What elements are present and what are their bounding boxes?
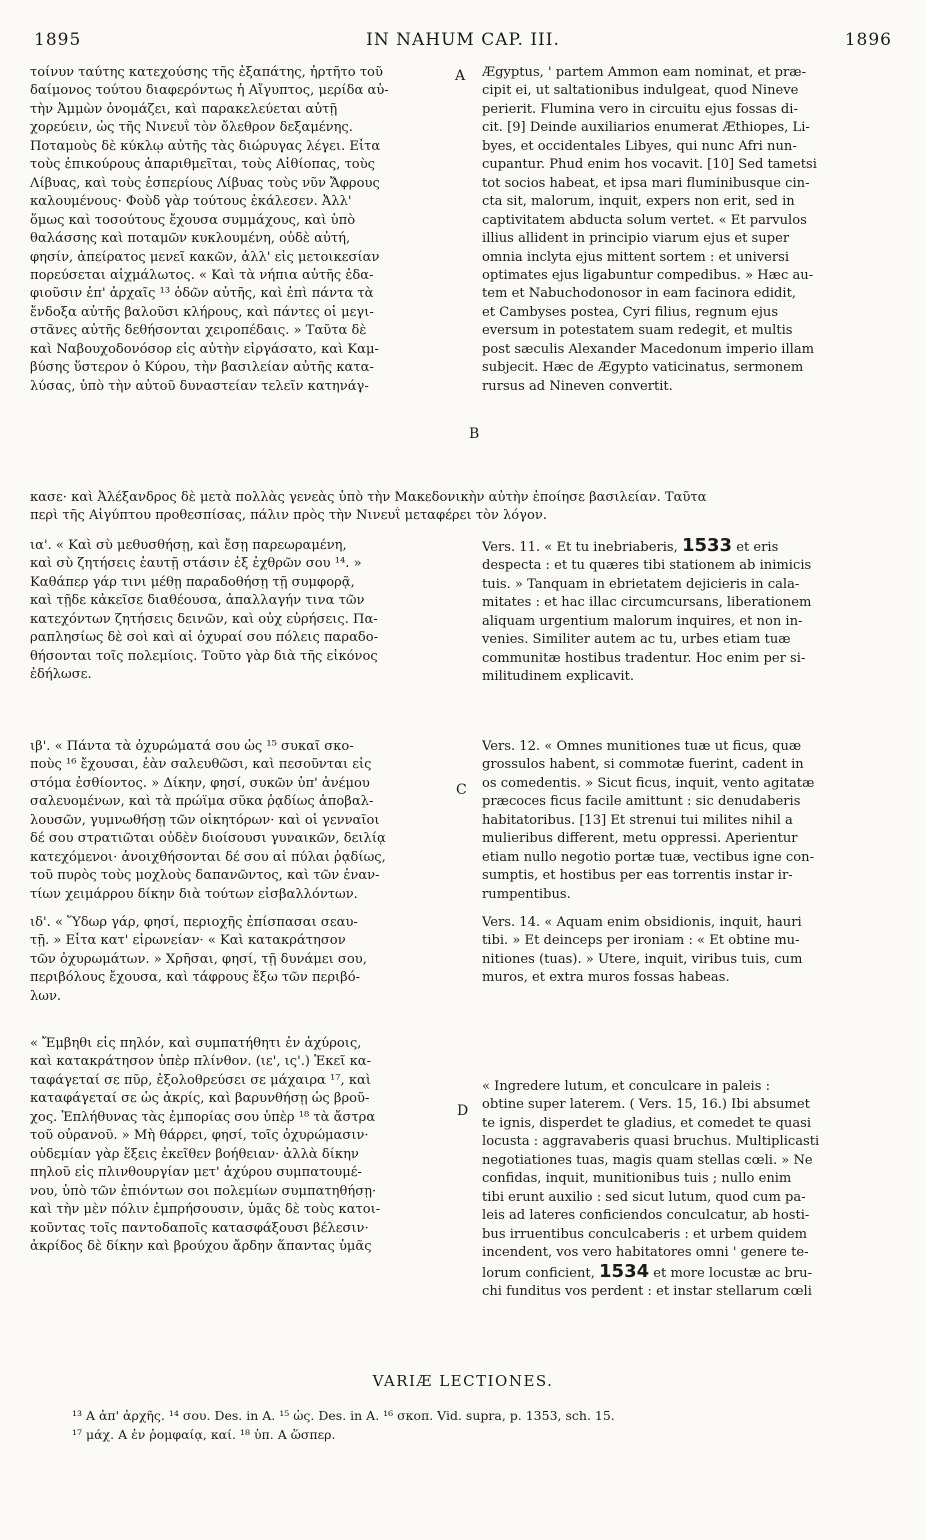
greek-text-line: καὶ κατακράτησον ὑπὲρ πλίνθον. (ιε', ις'.) Ἐκεῖ κα- <box>30 1054 372 1070</box>
section-marker-d: D <box>457 1103 469 1119</box>
greek-text-line: οὐδεμίαν γὰρ ἕξεις ἐκεῖθεν βοήθειαν· ἀλλὰ δίκην <box>30 1146 359 1162</box>
page-number-right: 1896 <box>844 30 892 50</box>
latin-text-line: despecta : et tu quæres tibi stationem ab inimicis <box>482 558 812 574</box>
greek-text-line: ιδ'. « Ὕδωρ γάρ, φησί, περιοχῆς ἐπίσπασαι σεαυ- <box>30 915 358 930</box>
latin-text-line: aliquam urgentium malorum inquires, et non in- <box>482 613 803 629</box>
full-width-lines <box>30 489 896 526</box>
latin-text-line: cit. [9] Deinde auxiliarios enumerat Æthiopes, Li- <box>482 120 810 136</box>
greek-text-line: βύσης ὕστερον ὁ Κύρου, τὴν βασιλείαν αὐτῆς κατα- <box>30 360 374 376</box>
latin-text-line: confidas, inquit, munitionibus tuis ; nullo enim <box>482 1171 792 1187</box>
greek-text-line: Καθάπερ γάρ τινι μέθῃ παραδοθήσῃ τῇ συμφορᾷ, <box>30 574 355 590</box>
greek-column-section-3 <box>30 738 460 904</box>
greek-text-line: καταφάγεταί σε ὡς ἀκρίς, καὶ βαρυνθήσῃ ὡς βροῦ- <box>30 1091 370 1107</box>
greek-text-line: τῶν ὀχυρωμάτων. » Χρῆσαι, φησί, τῇ δυνάμει σου, <box>30 951 367 967</box>
latin-text-line: nitiones (tuas). » Utere, inquit, viribus tuis, cum <box>482 951 803 967</box>
latin-text-line: cipit ei, ut saltationibus indulgeat, quod Nineve <box>482 83 799 99</box>
greek-text-line: δέ σου στρατιῶται οὐδὲν διοίσουσι γυναικῶν, δειλίᾳ <box>30 831 386 847</box>
greek-text-line: λων. <box>30 988 62 1004</box>
latin-text-line: Vers. 14. « Aquam enim obsidionis, inquit, hauri <box>482 915 802 930</box>
greek-text-line: φησίν, ἀπείρατος μενεῖ κακῶν, ἀλλ' εἰς μετοικεσίαν <box>30 249 380 265</box>
latin-text-line: incendent, vos vero habitatores omni ' genere te- <box>482 1245 809 1261</box>
greek-text-line: τοίνυν ταύτης κατεχούσης τῆς ἐξαπάτης, ἠρτῆτο τοῦ <box>30 65 383 80</box>
latin-text-line: habitatoribus. [13] Et strenui tui milites nihil a <box>482 812 793 828</box>
greek-text-line: φιοῦσιν ἐπ' ἀρχαῖς ¹³ ὁδῶν αὐτῆς, καὶ ἐπὶ πάντα τὰ <box>30 286 374 302</box>
latin-text-line: tibi erunt auxilio : sed sicut lutum, quod cum pa- <box>482 1189 806 1205</box>
greek-text-line: Ποταμοὺς δὲ κύκλῳ αὐτῆς τὰς διώρυγας λέγει. Εἶτα <box>30 138 381 154</box>
greek-text-line: ια'. « Καὶ σὺ μεθυσθήσῃ, καὶ ἔσῃ παρεωραμένη, <box>30 538 347 553</box>
greek-text-line: τίων χειμάρρου δίκην διὰ τούτων εἰσβαλλόντων. <box>30 886 358 902</box>
latin-text-line: Vers. 12. « Omnes munitiones tuæ ut ficus, quæ <box>482 739 802 754</box>
latin-text-line: mulieribus different, metu oppressi. Aperientur <box>482 831 798 847</box>
variant-reading-line: ¹³ A ἀπ' ἀρχῆς. ¹⁴ σου. Des. in A. ¹⁵ ὡς. Des. in A. ¹⁶ σκοπ. Vid. supra, p. 1353, sch. 15. <box>72 1408 615 1423</box>
latin-text-line: grossulos habent, si commotæ fuerint, cadent in <box>482 757 804 773</box>
greek-text-line: τοῦ οὐρανοῦ. » Μὴ θάρρει, φησί, τοῖς ὀχυρώμασιν· <box>30 1128 369 1144</box>
greek-text-line: κατεχόντων ζητήσεις δεινῶν, καὶ οὐχ εὑρήσεις. Πα- <box>30 611 378 627</box>
greek-text-line: « Ἔμβηθι εἰς πηλόν, καὶ συμπατήθητι ἐν ἀχύροις, <box>30 1036 362 1051</box>
latin-text-line: chi funditus vos perdent : et instar stellarum cœli <box>482 1283 812 1299</box>
latin-text-line: captivitatem abducta solum vertet. « Et parvulos <box>482 212 807 228</box>
greek-text-line: τοῦ πυρὸς τοὺς μοχλοὺς δαπανῶντος, καὶ τῶν ἐναν- <box>30 868 380 884</box>
latin-text-line: militudinem explicavit. <box>482 669 635 685</box>
latin-text-line: negotiationes tuas, magis quam stellas cœli. » Ne <box>482 1152 813 1168</box>
latin-text-line: præcoces ficus facile amittunt : sic denudaberis <box>482 794 801 810</box>
latin-text-line: muros, et extra muros fossas habeas. <box>482 970 730 986</box>
latin-text-line: byes, et occidentales Libyes, qui nunc Afri nun- <box>482 138 797 154</box>
latin-text-line: lorum conficient, 1534 et more locustæ ac bru- <box>482 1262 813 1282</box>
page-number-left: 1895 <box>34 30 82 50</box>
greek-text-line: πηλοῦ εἰς πλινθουργίαν μετ' ἀχύρου συμπατουμέ- <box>30 1165 362 1181</box>
greek-text-line: θήσονται τοῖς πολεμίοις. Τοῦτο γὰρ διὰ τῆς εἰκόνος <box>30 648 378 664</box>
full-width-text-line: κασε· καὶ Ἀλέξανδρος δὲ μετὰ πολλὰς γενεὰς ὑπὸ τὴν Μακεδονικὴν αὐτὴν ἐποίησε βασιλείαν. Ταῦτα <box>30 490 707 505</box>
latin-column-section-3 <box>482 738 896 904</box>
latin-text-line: etiam nullo negotio portæ tuæ, vectibus igne con- <box>482 849 815 865</box>
greek-text-line: καὶ σὺ ζητήσεις ἑαυτῇ στάσιν ἐξ ἐχθρῶν σου ¹⁴. » <box>30 556 362 572</box>
latin-text-line: omnia inclyta ejus mittent sortem : et universi <box>482 249 790 265</box>
latin-column-section-1 <box>482 64 896 396</box>
latin-text-line: te ignis, disperdet te gladius, et comedet te quasi <box>482 1115 812 1131</box>
greek-text-line: θαλάσσης καὶ ποταμῶν κυκλουμένη, οὐδὲ αὐτή, <box>30 231 351 247</box>
greek-text-line: στόμα ἐσθίοντος. » Δίκην, φησί, συκῶν ὑπ' ἀνέμου <box>30 775 370 791</box>
latin-text-line: Vers. 11. « Et tu inebriaberis, 1533 et eris <box>482 537 779 556</box>
column-number: 1534 <box>599 1262 650 1282</box>
greek-text-line: καὶ τὴν μὲν πόλιν ἐμπρήσουσιν, ὑμᾶς δὲ τοὺς κατοι- <box>30 1202 381 1218</box>
latin-text-line: Ægyptus, ' partem Ammon eam nominat, et præ- <box>482 65 806 80</box>
latin-text-line: tibi. » Et deinceps per ironiam : « Et obtine mu- <box>482 933 800 949</box>
latin-text-line: leis ad lateres conficiendos conculcatur, ab hosti- <box>482 1208 810 1224</box>
greek-text-line: χορεύειν, ὡς τῆς Νινευῒ τὸν ὄλεθρον δεξαμένης. <box>30 120 353 136</box>
latin-text-line: optimates ejus ligabuntur compedibus. » Hæc au- <box>482 267 814 283</box>
greek-text-line: ποὺς ¹⁶ ἔχουσαι, ἐὰν σαλευθῶσι, καὶ πεσοῦνται εἰς <box>30 757 372 773</box>
greek-text-line: περιβόλους ἔχουσα, καὶ τάφρους ἔξω τῶν περιβό- <box>30 970 361 986</box>
greek-text-line: Λίβυας, καὶ τοὺς ἑσπερίους Λίβυας τοὺς νῦν Ἄφρους <box>30 175 380 191</box>
variae-lectiones-title: VARIÆ LECTIONES. <box>372 1372 554 1390</box>
greek-text-line: χος. Ἐπλήθυνας τὰς ἐμπορίας σου ὑπὲρ ¹⁸ τὰ ἄστρα <box>30 1109 376 1125</box>
greek-text-line: καὶ Ναβουχοδονόσορ εἰς αὐτὴν εἰργάσατο, καὶ Καμ- <box>30 341 379 357</box>
latin-text-line: tem et Nabuchodonosor in eam facinora edidit, <box>482 286 797 302</box>
latin-text-line: os comedentis. » Sicut ficus, inquit, vento agitatæ <box>482 775 815 791</box>
latin-text-line: illius allident in principio viarum ejus et super <box>482 231 790 247</box>
latin-text-line: rursus ad Nineven convertit. <box>482 378 673 394</box>
latin-text-line: subjecit. Hæc de Ægypto vaticinatus, sermonem <box>482 360 804 376</box>
greek-text-line: κατεχόμενοι· ἀνοιχθήσονται δέ σου αἱ πύλαι ῥᾳδίως, <box>30 849 386 865</box>
section-marker-a: A <box>455 68 466 84</box>
latin-text-line: et Cambyses postea, Cyri filius, regnum ejus <box>482 304 779 320</box>
greek-column-section-1 <box>30 64 460 396</box>
latin-text-line: sumptis, et hostibus per eas torrentis instar ir- <box>482 868 793 884</box>
latin-text-line: perierit. Flumina vero in circuitu ejus fossas di- <box>482 101 798 117</box>
variae-lectiones-notes <box>72 1406 902 1444</box>
greek-text-line: τὴν Ἀμμὼν ὀνομάζει, καὶ παρακελεύεται αὐτῇ <box>30 101 338 117</box>
latin-column-section-4 <box>482 914 896 988</box>
greek-text-line: σαλευομένων, καὶ τὰ πρώϊμα σῦκα ῥᾳδίως ἀποβαλ- <box>30 794 374 810</box>
variant-reading-line: ¹⁷ μάχ. A ἐν ῥομφαίᾳ, καί. ¹⁸ ὑπ. A ὥσπερ. <box>72 1427 336 1442</box>
greek-text-line: δαίμονος τούτου διαφερόντως ἡ Αἴγυπτος, μερίδα αὐ- <box>30 83 389 99</box>
greek-text-line: καὶ τῇδε κἀκεῖσε διαθέουσα, ἀπαλλαγήν τινα τῶν <box>30 593 365 609</box>
greek-text-line: καλουμένους· Φοὺδ γὰρ τούτους ἐκάλεσεν. Ἀλλ' <box>30 194 352 210</box>
latin-text-line: bus irruentibus conculcaberis : et urbem quidem <box>482 1226 808 1242</box>
latin-text-line: tuis. » Tanquam in ebrietatem dejicieris in cala- <box>482 576 800 592</box>
latin-text-line: mitates : et hac illac circumcursans, liberationem <box>482 595 812 611</box>
full-width-text-line: περὶ τῆς Αἰγύπτου προθεσπίσας, πάλιν πρὸς τὴν Νινευῒ μεταφέρει τὸν λόγον. <box>30 508 548 524</box>
greek-text-line: ὅμως καὶ τοσούτους ἔχουσα συμμάχους, καὶ ὑπὸ <box>30 212 356 228</box>
latin-text-line: eversum in potestatem suam redegit, et multis <box>482 323 793 339</box>
greek-text-line: ἀκρίδος δὲ δίκην καὶ βρούχου ἄρδην ἅπαντας ὑμᾶς <box>30 1238 372 1254</box>
greek-text-line: πορεύσεται αἰχμάλωτος. « Καὶ τὰ νήπια αὐτῆς ἐδα- <box>30 267 374 283</box>
running-header <box>30 30 896 56</box>
latin-text-line: « Ingredere lutum, et conculcare in paleis : <box>482 1079 770 1094</box>
greek-text-line: ταφάγεταί σε πῦρ, ἐξολοθρεύσει σε μάχαιρα ¹⁷, καὶ <box>30 1072 372 1088</box>
greek-column-section-4 <box>30 914 460 1006</box>
greek-text-line: λύσας, ὑπὸ τὴν αὐτοῦ δυναστείαν τελεῖν κατηνάγ- <box>30 378 369 394</box>
latin-text-line: cta sit, malorum, inquit, expers non erit, sed in <box>482 194 795 210</box>
latin-text-line: locusta : aggravaberis quasi bruchus. Multiplicasti <box>482 1134 820 1150</box>
greek-text-line: ραπλησίως δὲ σοὶ καὶ αἱ ὀχυραί σου πόλεις παραδο- <box>30 630 379 646</box>
latin-text-line: venies. Similiter autem ac tu, urbes etiam tuæ <box>482 632 791 648</box>
greek-text-line: λουσῶν, γυμνωθήσῃ τῶν οἰκητόρων· καὶ οἱ γενναῖοι <box>30 812 380 828</box>
greek-text-line: ἐδήλωσε. <box>30 667 92 683</box>
greek-text-line: τοὺς ἐπικούρους ἀπαριθμεῖται, τοὺς Αἰθίοπας, τοὺς <box>30 157 375 173</box>
latin-text-line: cupantur. Phud enim hos vocavit. [10] Sed tametsi <box>482 157 817 173</box>
latin-text-line: rumpentibus. <box>482 886 571 902</box>
greek-text-line: τῇ. » Εἶτα κατ' εἰρωνείαν· « Καὶ κατακράτησον <box>30 933 346 949</box>
greek-text-line: στᾶνες αὐτῆς δεθήσονται χειροπέδαις. » Ταῦτα δὲ <box>30 323 367 339</box>
greek-text-line: νου, ὑπὸ τῶν ἐπιόντων σοι πολεμίων συμπατηθήσῃ· <box>30 1183 377 1199</box>
greek-text-line: κοῦντας τοῖς παντοδαποῖς κατασφάξουσι βέλεσιν· <box>30 1220 369 1236</box>
greek-text-line: ἔνδοξα αὐτῆς βαλοῦσι κλήρους, καὶ πάντες οἱ μεγι- <box>30 304 374 320</box>
latin-column-section-5 <box>482 1078 896 1301</box>
section-marker-b: B <box>469 426 480 442</box>
section-marker-c: C <box>456 782 467 798</box>
greek-column-section-5 <box>30 1035 460 1256</box>
greek-text-line: ιβ'. « Πάντα τὰ ὀχυρώματά σου ὡς ¹⁵ συκαῖ σκο- <box>30 739 354 754</box>
latin-text-line: tot socios habeat, et ipsa mari fluminibusque cin- <box>482 175 810 191</box>
greek-column-section-2 <box>30 537 460 685</box>
latin-text-line: post sæculis Alexander Macedonum imperio illam <box>482 341 815 357</box>
running-title: IN NAHUM CAP. III. <box>366 30 560 50</box>
latin-text-line: obtine super laterem. ( Vers. 15, 16.) Ibi absumet <box>482 1097 810 1113</box>
latin-text-line: communitæ hostibus tradentur. Hoc enim per si- <box>482 650 806 666</box>
latin-column-section-2 <box>482 537 896 687</box>
column-number: 1533 <box>681 537 733 556</box>
